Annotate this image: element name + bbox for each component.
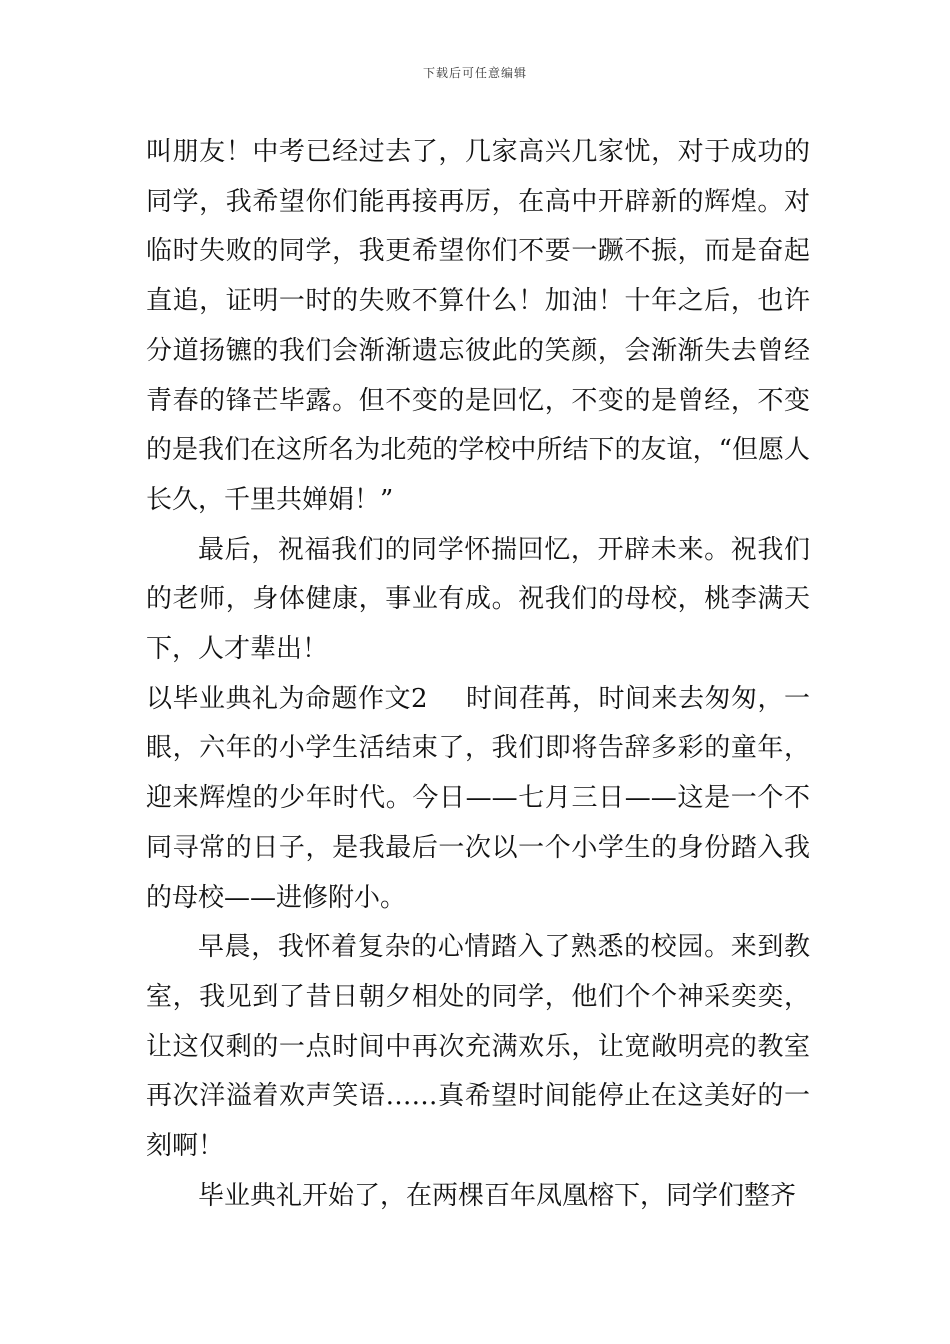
paragraph-4: 早晨，我怀着复杂的心情踏入了熟悉的校园。来到教室，我见到了昔日朝夕相处的同学，他们个个神采奕奕，让这仅剩的一点时间中再次充满欢乐，让宽敞明亮的教室再次洋溢着欢声笑语……真希望时间能停止在这美好的一刻啊！ <box>146 932 810 1162</box>
essay-title: 以毕业典礼为命题作文2 <box>146 683 428 714</box>
paragraph-2: 最后，祝福我们的同学怀揣回忆，开辟未来。祝我们的老师，身体健康，事业有成。祝我们的母校，桃李满天下，人才辈出！ <box>146 534 810 665</box>
paragraph-3-text: 时间荏苒，时间来去匆匆，一眼，六年的小学生活结束了，我们即将告辞多彩的童年，迎来辉煌的少年时代。今日——七月三日——这是一个不同寻常的日子，是我最后一次以一个小学生的身份踏入我的母校——进修附小。 <box>146 683 810 913</box>
paragraph-5: 毕业典礼开始了，在两棵百年凤凰榕下，同学们整齐 <box>198 1180 797 1211</box>
page-header: 下载后可任意编辑 <box>422 66 527 80</box>
paragraph-3 <box>146 675 810 924</box>
paragraph-1: 叫朋友！中考已经过去了，几家高兴几家忧，对于成功的同学，我希望你们能再接再厉，在高中开辟新的辉煌。对临时失败的同学，我更希望你们不要一蹶不振，而是奋起直追，证明一时的失败不算什么！加油！十年之后，也许分道扬镳的我们会渐渐遗忘彼此的笑颜，会渐渐失去曾经青春的锋芒毕露。但不变的是回忆，不变的是曾经，不变的是我们在这所名为北苑的学校中所结下的友谊，“但愿人长久，千里共婵娟！” <box>146 137 810 515</box>
document-body <box>146 128 810 1221</box>
